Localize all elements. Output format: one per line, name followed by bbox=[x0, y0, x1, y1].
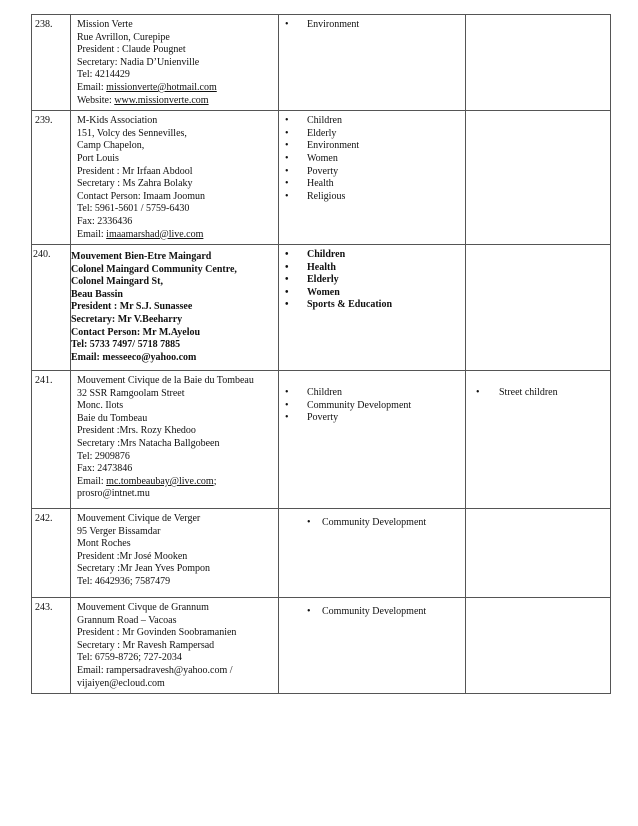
org-address: Grannum Road – Vacoas bbox=[77, 614, 177, 626]
entry-number: 241. bbox=[32, 371, 71, 509]
org-email-line bbox=[77, 229, 274, 242]
org-address: Beau Bassin bbox=[71, 288, 123, 300]
list-item: • Children bbox=[279, 387, 465, 400]
activities-list bbox=[279, 245, 465, 312]
email-prefix: Email: bbox=[77, 81, 107, 93]
org-name: Mouvement Civique de Verger bbox=[77, 513, 201, 525]
org-name: Mouvement Civque de Grannum bbox=[77, 602, 209, 614]
org-secretary: Secretary : Mr Ravesh Rampersad bbox=[77, 639, 215, 651]
list-item: • Women bbox=[279, 287, 465, 300]
email-link[interactable]: imaamarshad@live.com bbox=[106, 228, 204, 240]
activities-cell bbox=[279, 111, 466, 245]
org-contact: Contact Person: Imaam Joomun bbox=[77, 190, 206, 202]
list-item: • Poverty bbox=[279, 412, 465, 425]
extra-cell bbox=[466, 598, 611, 694]
email-link[interactable]: mc.tombeaubay@live.com bbox=[106, 475, 214, 487]
list-item: • Elderly bbox=[279, 128, 465, 141]
extra-list bbox=[466, 371, 610, 400]
list-item: • Community Development bbox=[279, 606, 465, 619]
org-address: 151, Volcy des Sennevilles, bbox=[77, 127, 187, 139]
org-address: Colonel Maingard St, bbox=[71, 276, 163, 288]
org-president: President : Mr Govinden Soobramanien bbox=[77, 627, 237, 639]
activities-list bbox=[279, 371, 465, 425]
activities-cell bbox=[279, 15, 466, 111]
org-email-alt: vijaiyen@ecloud.com bbox=[77, 677, 165, 689]
organisation-details bbox=[71, 509, 279, 598]
email-prefix: Email: bbox=[77, 475, 107, 487]
organisation-details bbox=[71, 111, 279, 245]
org-contact: Contact Person: Mr M.Ayelou bbox=[71, 326, 201, 338]
list-item: • Elderly bbox=[279, 274, 465, 287]
extra-cell bbox=[466, 509, 611, 598]
list-item: • Environment bbox=[279, 19, 465, 32]
email-link[interactable]: missionverte@hotmail.com bbox=[106, 81, 217, 93]
org-fax: Fax: 2473846 bbox=[77, 463, 133, 475]
org-phone: Tel: 6759-8726; 727-2034 bbox=[77, 652, 182, 664]
table-row bbox=[32, 245, 611, 371]
org-secretary: Secretary: Nadia D’Unienville bbox=[77, 56, 200, 68]
activities-cell bbox=[279, 598, 466, 694]
org-email: Email: rampersadravesh@yahoo.com / bbox=[77, 665, 233, 677]
org-address: Camp Chapelon, bbox=[77, 140, 145, 152]
list-item: • Women bbox=[279, 153, 465, 166]
activities-cell bbox=[279, 371, 466, 509]
extra-cell bbox=[466, 111, 611, 245]
org-address: 32 SSR Ramgoolam Street bbox=[77, 387, 185, 399]
list-item: • Children bbox=[279, 115, 465, 128]
org-address: Colonel Maingard Community Centre, bbox=[71, 263, 237, 275]
org-president: President :Mrs. Rozy Khedoo bbox=[77, 425, 196, 437]
organisation-details bbox=[71, 245, 279, 371]
list-item: • Environment bbox=[279, 140, 465, 153]
table-row bbox=[32, 509, 611, 598]
list-item: • Health bbox=[279, 178, 465, 191]
entry-number: 238. bbox=[32, 15, 71, 111]
activities-list bbox=[279, 509, 465, 530]
list-item: • Children bbox=[279, 249, 465, 262]
list-item: • Community Development bbox=[279, 517, 465, 530]
activities-list bbox=[279, 598, 465, 619]
org-phone: Tel: 5961-5601 / 5759-6430 bbox=[77, 203, 190, 215]
org-address: Baie du Tombeau bbox=[77, 412, 148, 424]
activities-cell bbox=[279, 509, 466, 598]
org-email: Email: messeeco@yahoo.com bbox=[71, 351, 197, 363]
extra-cell bbox=[466, 371, 611, 509]
org-address: Mont Roches bbox=[77, 538, 131, 550]
org-phone: Tel: 2909876 bbox=[77, 450, 130, 462]
org-website-line bbox=[77, 95, 274, 108]
org-fax: Fax: 2336436 bbox=[77, 215, 133, 227]
list-item: • Community Development bbox=[279, 400, 465, 413]
organisation-details bbox=[71, 598, 279, 694]
org-secretary: Secretary :Mrs Natacha Ballgobeen bbox=[77, 438, 220, 450]
list-item: • Street children bbox=[466, 387, 610, 400]
activities-list bbox=[279, 111, 465, 203]
activities-list bbox=[279, 15, 465, 32]
website-prefix: Website: bbox=[77, 94, 115, 106]
org-phone: Tel: 4214429 bbox=[77, 69, 130, 81]
table-row bbox=[32, 15, 611, 111]
email-prefix: Email: bbox=[77, 228, 107, 240]
list-item: • Poverty bbox=[279, 166, 465, 179]
org-secretary: Secretary : Ms Zahra Bolaky bbox=[77, 178, 193, 190]
entry-number: 242. bbox=[32, 509, 71, 598]
org-president: President : Claude Pougnet bbox=[77, 44, 186, 56]
list-item: • Sports & Education bbox=[279, 299, 465, 312]
extra-cell bbox=[466, 245, 611, 371]
table-row bbox=[32, 371, 611, 509]
org-name: M-Kids Association bbox=[77, 115, 158, 127]
email-suffix: ; bbox=[213, 475, 217, 487]
org-name: Mouvement Civique de la Baie du Tombeau bbox=[77, 375, 254, 387]
organisation-details bbox=[71, 371, 279, 509]
table-row bbox=[32, 111, 611, 245]
activities-cell bbox=[279, 245, 466, 371]
entry-number: 239. bbox=[32, 111, 71, 245]
org-address: Port Louis bbox=[77, 152, 119, 164]
org-secretary: Secretary :Mr Jean Yves Pompon bbox=[77, 563, 211, 575]
list-item: • Religious bbox=[279, 191, 465, 204]
org-address: Rue Avrillon, Curepipe bbox=[77, 31, 170, 43]
list-item: • Health bbox=[279, 262, 465, 275]
org-phone: Tel: 4642936; 7587479 bbox=[77, 576, 171, 588]
org-email-alt: prosro@intnet.mu bbox=[77, 488, 150, 500]
org-secretary: Secretary: Mr V.Beeharry bbox=[71, 314, 183, 326]
entry-number: 240. bbox=[32, 245, 71, 371]
org-president: President : Mr Irfaan Abdool bbox=[77, 165, 193, 177]
directory-table bbox=[31, 14, 611, 694]
extra-cell bbox=[466, 15, 611, 111]
website-link[interactable]: www.missionverte.com bbox=[114, 94, 209, 106]
organisation-details bbox=[71, 15, 279, 111]
org-address: Monc. Ilots bbox=[77, 400, 124, 412]
org-address: 95 Verger Bissamdar bbox=[77, 525, 161, 537]
org-president: President : Mr S.J. Sunassee bbox=[71, 301, 193, 313]
entry-number: 243. bbox=[32, 598, 71, 694]
org-email-line bbox=[77, 476, 274, 489]
table-row bbox=[32, 598, 611, 694]
org-name: Mission Verte bbox=[77, 19, 133, 30]
org-email-line bbox=[77, 82, 274, 95]
org-phone: Tel: 5733 7497/ 5718 7885 bbox=[71, 339, 181, 351]
org-name: Mouvement Bien-Etre Maingard bbox=[71, 251, 212, 263]
org-president: President :Mr José Mooken bbox=[77, 550, 188, 562]
